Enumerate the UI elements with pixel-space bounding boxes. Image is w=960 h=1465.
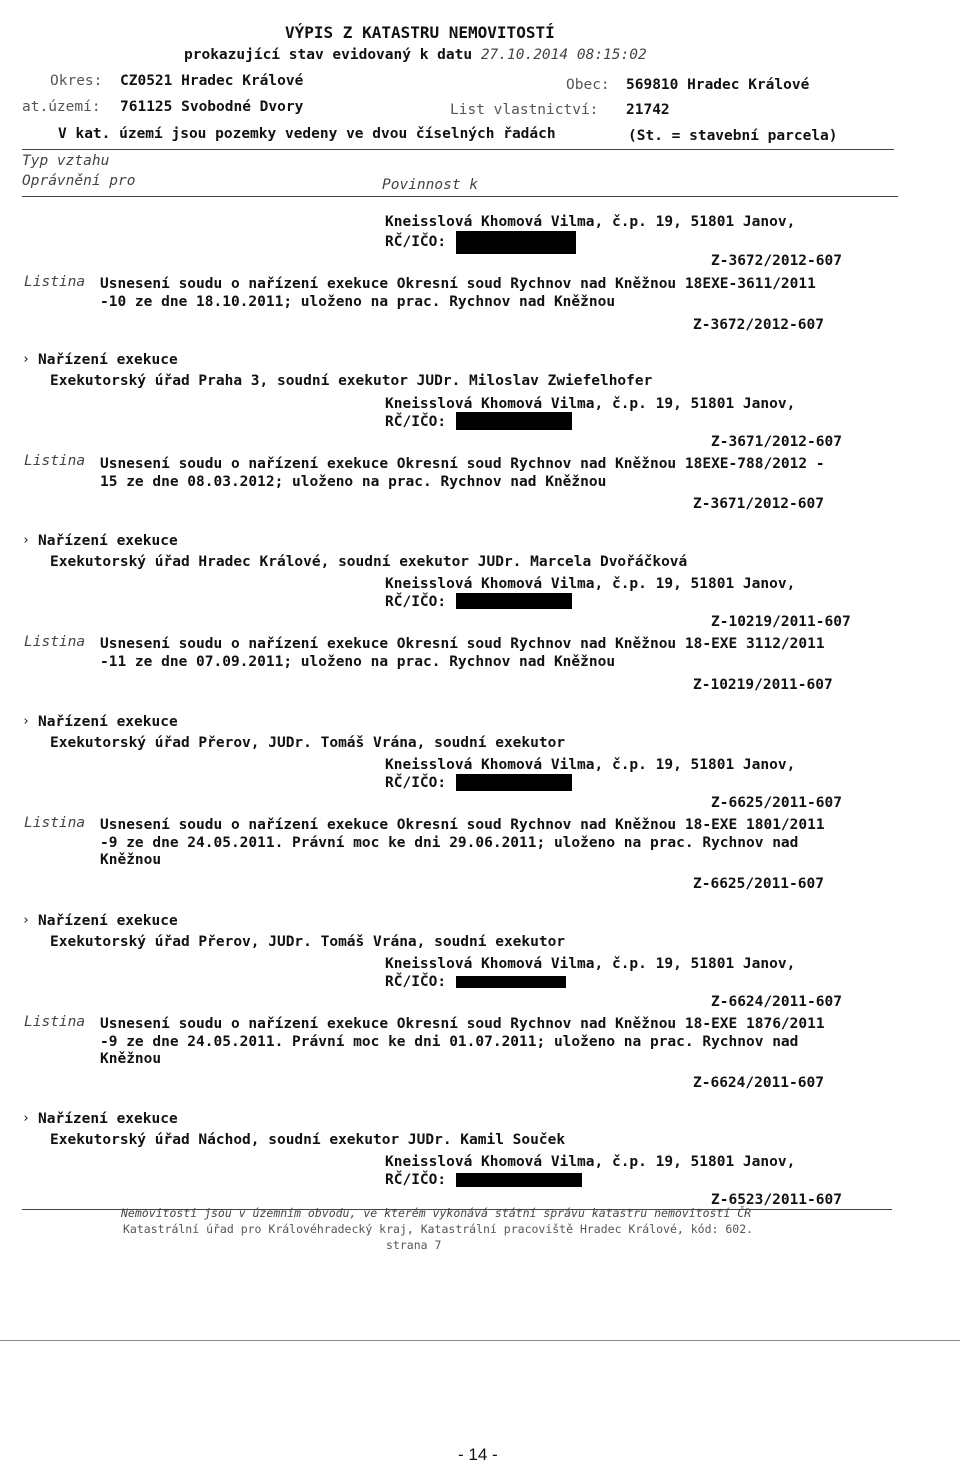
columns-divider <box>22 196 898 197</box>
page-edge-line <box>0 1340 960 1341</box>
entry-zref: Z-3672/2012-607 <box>711 253 842 269</box>
rc-ico-label: RČ/IČO: <box>385 234 447 250</box>
entry-zref2: Z-6624/2011-607 <box>693 1075 824 1091</box>
rc-ico-label: RČ/IČO: <box>385 775 447 791</box>
entry-person: Kneisslová Khomová Vilma, č.p. 19, 51801 Janov, <box>385 956 796 972</box>
page-title: VÝPIS Z KATASTRU NEMOVITOSTÍ <box>285 23 555 42</box>
entry-type: Nařízení exekuce <box>38 714 178 730</box>
entry-office: Exekutorský úřad Náchod, soudní exekutor JUDr. Kamil Souček <box>50 1132 566 1148</box>
entry-office: Exekutorský úřad Praha 3, soudní exekutor JUDr. Miloslav Zwiefelhofer <box>50 373 653 389</box>
subtitle-prefix: prokazující stav evidovaný k datu <box>184 47 473 63</box>
listina-label: Listina <box>24 453 86 469</box>
list-value: 21742 <box>626 102 670 118</box>
bullet-marker: › <box>22 533 30 548</box>
entry-person: Kneisslová Khomová Vilma, č.p. 19, 51801 Janov, <box>385 214 796 230</box>
footer-line1: Nemovitosti jsou v územním obvodu, ve kterém vykonává státní správu katastru nemovitostí ČR <box>121 1206 752 1220</box>
entry-office: Exekutorský úřad Přerov, JUDr. Tomáš Vrána, soudní exekutor <box>50 735 566 751</box>
entry-zref: Z-6523/2011-607 <box>711 1192 842 1208</box>
entry-person: Kneisslová Khomová Vilma, č.p. 19, 51801 Janov, <box>385 576 796 592</box>
entry-type: Nařízení exekuce <box>38 533 178 549</box>
bullet-marker: › <box>22 352 30 367</box>
rc-ico-label: RČ/IČO: <box>385 594 447 610</box>
entry-office: Exekutorský úřad Přerov, JUDr. Tomáš Vrána, soudní exekutor <box>50 934 566 950</box>
entry-office: Exekutorský úřad Hradec Králové, soudní exekutor JUDr. Marcela Dvořáčková <box>50 554 688 570</box>
entry-type: Nařízení exekuce <box>38 352 178 368</box>
entry-zref2: Z-3671/2012-607 <box>693 496 824 512</box>
entry-zref: Z-6624/2011-607 <box>711 994 842 1010</box>
listina-line: Usnesení soudu o nařízení exekuce Okresní soud Rychnov nad Kněžnou 18-EXE 3112/2011 <box>100 636 825 652</box>
redaction-block <box>456 1173 582 1187</box>
bullet-marker: › <box>22 1111 30 1126</box>
listina-line: -9 ze dne 24.05.2011. Právní moc ke dni 01.07.2011; uloženo na prac. Rychnov nad <box>100 1034 799 1050</box>
listina-line: -9 ze dne 24.05.2011. Právní moc ke dni 29.06.2011; uloženo na prac. Rychnov nad <box>100 835 799 851</box>
col-typ-vztahu: Typ vztahu <box>22 153 110 169</box>
header-divider <box>22 149 894 150</box>
redaction-block <box>456 412 572 430</box>
entry-zref: Z-10219/2011-607 <box>711 614 851 630</box>
entry-type: Nařízení exekuce <box>38 1111 178 1127</box>
listina-line: Usnesení soudu o nařízení exekuce Okresní soud Rychnov nad Kněžnou 18EXE-3611/2011 <box>100 276 816 292</box>
redaction-block <box>456 976 566 988</box>
redaction-block <box>456 593 572 609</box>
rc-ico-label: RČ/IČO: <box>385 974 447 990</box>
col-opravneni-pro: Oprávnění pro <box>22 173 136 189</box>
listina-line: -11 ze dne 07.09.2011; uloženo na prac. Rychnov nad Kněžnou <box>100 654 616 670</box>
bullet-marker: › <box>22 714 30 729</box>
footer-line2: Katastrální úřad pro Královéhradecký kraj, Katastrální pracoviště Hradec Králové, kód: 602. <box>123 1222 754 1236</box>
note: V kat. území jsou pozemky vedeny ve dvou číselných řadách <box>58 126 556 142</box>
entry-person: Kneisslová Khomová Vilma, č.p. 19, 51801 Janov, <box>385 757 796 773</box>
katuzemi-value: 761125 Svobodné Dvory <box>120 99 304 115</box>
obec-label: Obec: <box>566 77 610 93</box>
listina-line: Kněžnou <box>100 1051 162 1067</box>
entry-person: Kneisslová Khomová Vilma, č.p. 19, 51801 Janov, <box>385 396 796 412</box>
rc-ico-label: RČ/IČO: <box>385 1172 447 1188</box>
redaction-block <box>456 774 572 791</box>
listina-line: 15 ze dne 08.03.2012; uloženo na prac. Rychnov nad Kněžnou <box>100 474 607 490</box>
page-number: - 14 - <box>458 1445 498 1464</box>
entry-person: Kneisslová Khomová Vilma, č.p. 19, 51801 Janov, <box>385 1154 796 1170</box>
listina-line: Usnesení soudu o nařízení exekuce Okresní soud Rychnov nad Kněžnou 18EXE-788/2012 - <box>100 456 825 472</box>
listina-label: Listina <box>24 634 86 650</box>
listina-line: Kněžnou <box>100 852 162 868</box>
okres-label: Okres: <box>50 73 103 89</box>
entry-zref: Z-3671/2012-607 <box>711 434 842 450</box>
footer-page: strana 7 <box>386 1238 442 1252</box>
okres-value: CZ0521 Hradec Králové <box>120 73 304 89</box>
note-paren: (St. = stavební parcela) <box>628 128 838 144</box>
rc-ico-label: RČ/IČO: <box>385 414 447 430</box>
subtitle <box>184 46 647 64</box>
entry-zref2: Z-10219/2011-607 <box>693 677 833 693</box>
entry-zref: Z-6625/2011-607 <box>711 795 842 811</box>
listina-line: -10 ze dne 18.10.2011; uloženo na prac. Rychnov nad Kněžnou <box>100 294 616 310</box>
entry-zref2: Z-6625/2011-607 <box>693 876 824 892</box>
listina-label: Listina <box>24 815 86 831</box>
listina-label: Listina <box>24 1014 86 1030</box>
obec-value: 569810 Hradec Králové <box>626 77 810 93</box>
list-label: List vlastnictví: <box>450 102 599 118</box>
col-povinnost-k: Povinnost k <box>382 177 479 193</box>
listina-line: Usnesení soudu o nařízení exekuce Okresní soud Rychnov nad Kněžnou 18-EXE 1801/2011 <box>100 817 825 833</box>
entry-type: Nařízení exekuce <box>38 913 178 929</box>
entry-zref2: Z-3672/2012-607 <box>693 317 824 333</box>
listina-line: Usnesení soudu o nařízení exekuce Okresní soud Rychnov nad Kněžnou 18-EXE 1876/2011 <box>100 1016 825 1032</box>
subtitle-date: 27.10.2014 08:15:02 <box>480 47 647 63</box>
listina-label: Listina <box>24 274 86 290</box>
katuzemi-label: at.území: <box>22 99 101 115</box>
bullet-marker: › <box>22 913 30 928</box>
redaction-block <box>456 231 576 254</box>
